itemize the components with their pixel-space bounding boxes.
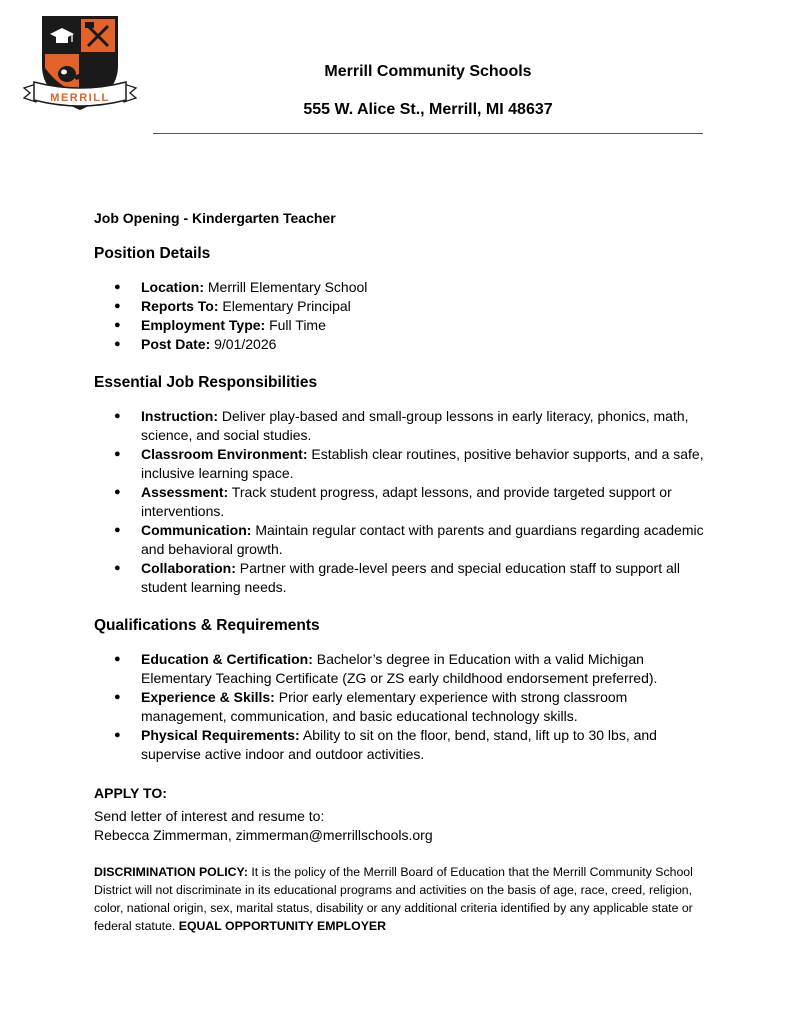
- list-item: ● Employment Type: Full Time: [94, 316, 709, 335]
- position-details-list: [94, 278, 709, 354]
- list-item: ● Education & Certification: Bachelor’s degree in Education with a valid Michigan Elementary Teaching Certificate (ZG or ZS early childhood endorsement preferred).: [94, 650, 709, 688]
- position-details-heading: Position Details: [94, 245, 211, 262]
- qualifications-heading: Qualifications & Requirements: [94, 617, 320, 634]
- discrimination-policy: DISCRIMINATION POLICY: It is the policy of the Merrill Board of Education that the Merrill Community School District will not discriminate in its educational programs and activities on the basis of age, race, creed, religion, color, national origin, sex, marital status, disability or any additional criteria identified by any applicable state or federal statute. EQUAL OPPORTUNITY EMPLOYER: [94, 865, 693, 933]
- list-item: ● Reports To: Elementary Principal: [94, 297, 709, 316]
- qualifications-list: [94, 650, 709, 764]
- logo-banner-text: MERRILL: [50, 92, 110, 104]
- responsibilities-list: [94, 407, 709, 597]
- list-item: ● Collaboration: Partner with grade-level peers and special education staff to support all student learning needs.: [94, 559, 709, 597]
- job-title: Job Opening - Kindergarten Teacher: [94, 210, 336, 226]
- list-item: ● Post Date: 9/01/2026: [94, 335, 709, 354]
- document-body: [94, 208, 709, 935]
- responsibilities-heading: Essential Job Responsibilities: [94, 374, 318, 391]
- list-item: ● Experience & Skills: Prior early elementary experience with strong classroom management, communication, and basic educational technology skills.: [94, 688, 709, 726]
- list-item: ● Assessment: Track student progress, adapt lessons, and provide targeted support or interventions.: [94, 483, 709, 521]
- list-item: ● Classroom Environment: Establish clear routines, positive behavior supports, and a safe, inclusive learning space.: [94, 445, 709, 483]
- list-item: ● Location: Merrill Elementary School: [94, 278, 709, 297]
- list-item: ● Communication: Maintain regular contact with parents and guardians regarding academic and behavioral growth.: [94, 521, 709, 559]
- apply-instructions: Send letter of interest and resume to:: [94, 808, 325, 824]
- school-address: 555 W. Alice St., Merrill, MI 48637: [303, 101, 553, 118]
- list-item: ● Physical Requirements: Ability to sit on the floor, bend, stand, lift up to 30 lbs, and supervise active indoor and outdoor activities.: [94, 726, 709, 764]
- apply-heading: APPLY TO:: [94, 785, 167, 801]
- header-divider: [153, 133, 703, 134]
- school-name: Merrill Community Schools: [324, 63, 532, 80]
- school-crest-logo: [22, 14, 138, 112]
- apply-contact: Rebecca Zimmerman, zimmerman@merrillschools.org: [94, 827, 433, 843]
- list-item: ● Instruction: Deliver play-based and small-group lessons in early literacy, phonics, math, science, and social studies.: [94, 407, 709, 445]
